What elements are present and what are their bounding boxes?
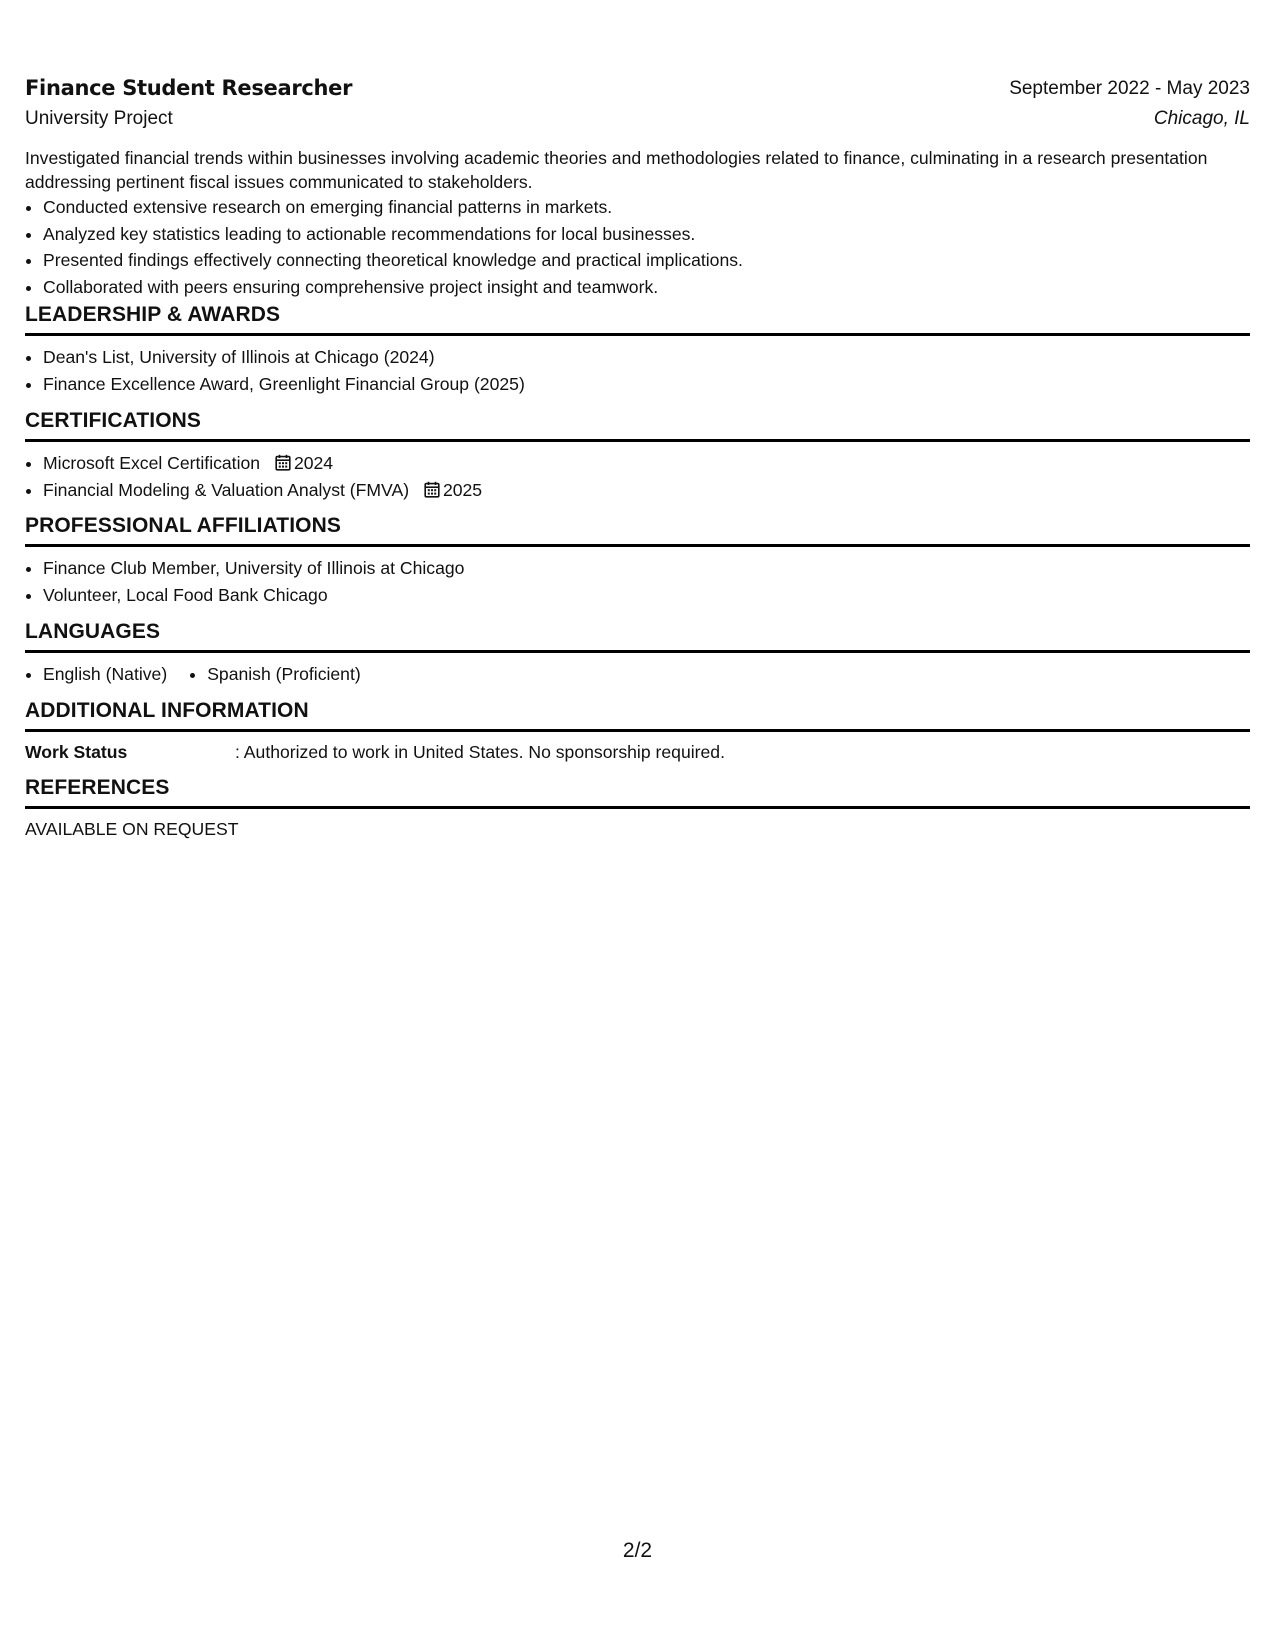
- list-item: • English (Native): [43, 661, 167, 688]
- section-certifications: [25, 408, 1250, 503]
- certification-date: [424, 477, 482, 504]
- section-title: CERTIFICATIONS: [25, 408, 1250, 442]
- calendar-icon: [275, 454, 291, 471]
- section-additional-information: [25, 698, 1250, 764]
- certification-date: [275, 450, 333, 477]
- list-item: • Volunteer, Local Food Bank Chicago: [43, 582, 1250, 609]
- work-status-label: Work Status: [25, 742, 128, 762]
- certification-year: 2024: [293, 453, 334, 473]
- section-title: LANGUAGES: [25, 619, 1250, 653]
- work-status-row: [25, 740, 1250, 764]
- section-references: [25, 775, 1250, 841]
- job-bullet-list: [25, 194, 1250, 300]
- list-item: • Dean's List, University of Illinois at Chicago (2024): [43, 344, 1250, 371]
- page-number: 2/2: [622, 1539, 653, 1562]
- section-title: PROFESSIONAL AFFILIATIONS: [25, 513, 1250, 547]
- section-leadership: [25, 302, 1250, 397]
- affiliations-list: [25, 555, 1250, 608]
- list-item: [43, 450, 1250, 477]
- certification-name: Microsoft Excel Certification: [43, 453, 261, 473]
- calendar-icon: [424, 481, 440, 498]
- job-description: Investigated financial trends within businesses involving academic theories and methodologies related to finance, culminating in a research presentation addressing pertinent fiscal issues communicated to stakeholders.: [25, 148, 1208, 192]
- list-item: • Spanish (Proficient): [207, 661, 361, 688]
- section-title: REFERENCES: [25, 775, 1250, 809]
- list-item: • Finance Excellence Award, Greenlight Financial Group (2025): [43, 371, 1250, 398]
- list-item: • Collaborated with peers ensuring comprehensive project insight and teamwork.: [43, 274, 1250, 301]
- references-text: AVAILABLE ON REQUEST: [25, 819, 239, 839]
- job-location: Chicago, IL: [1153, 108, 1250, 129]
- list-item: • Presented findings effectively connecting theoretical knowledge and practical implications.: [43, 247, 1250, 274]
- section-title: LEADERSHIP & AWARDS: [25, 302, 1250, 336]
- list-item: [43, 477, 1250, 504]
- experience-header: [25, 75, 1250, 135]
- job-dates: September 2022 - May 2023: [1009, 78, 1250, 99]
- resume-page: [25, 0, 1250, 1650]
- job-organization: University Project: [25, 108, 173, 129]
- section-affiliations: [25, 513, 1250, 608]
- languages-list: [25, 661, 1250, 688]
- list-item: • Conducted extensive research on emerging financial patterns in markets.: [43, 194, 1250, 221]
- job-title: Finance Student Researcher: [25, 76, 353, 100]
- certification-name: Financial Modeling & Valuation Analyst (FMVA): [43, 479, 410, 500]
- work-status-value: : Authorized to work in United States. No sponsorship required.: [235, 742, 725, 762]
- section-languages: [25, 619, 1250, 688]
- list-item: • Analyzed key statistics leading to actionable recommendations for local businesses.: [43, 221, 1250, 248]
- leadership-list: [25, 344, 1250, 397]
- list-item: • Finance Club Member, University of Illinois at Chicago: [43, 555, 1250, 582]
- section-title: ADDITIONAL INFORMATION: [25, 698, 1250, 732]
- certification-year: 2025: [442, 479, 483, 500]
- certifications-list: [25, 450, 1250, 503]
